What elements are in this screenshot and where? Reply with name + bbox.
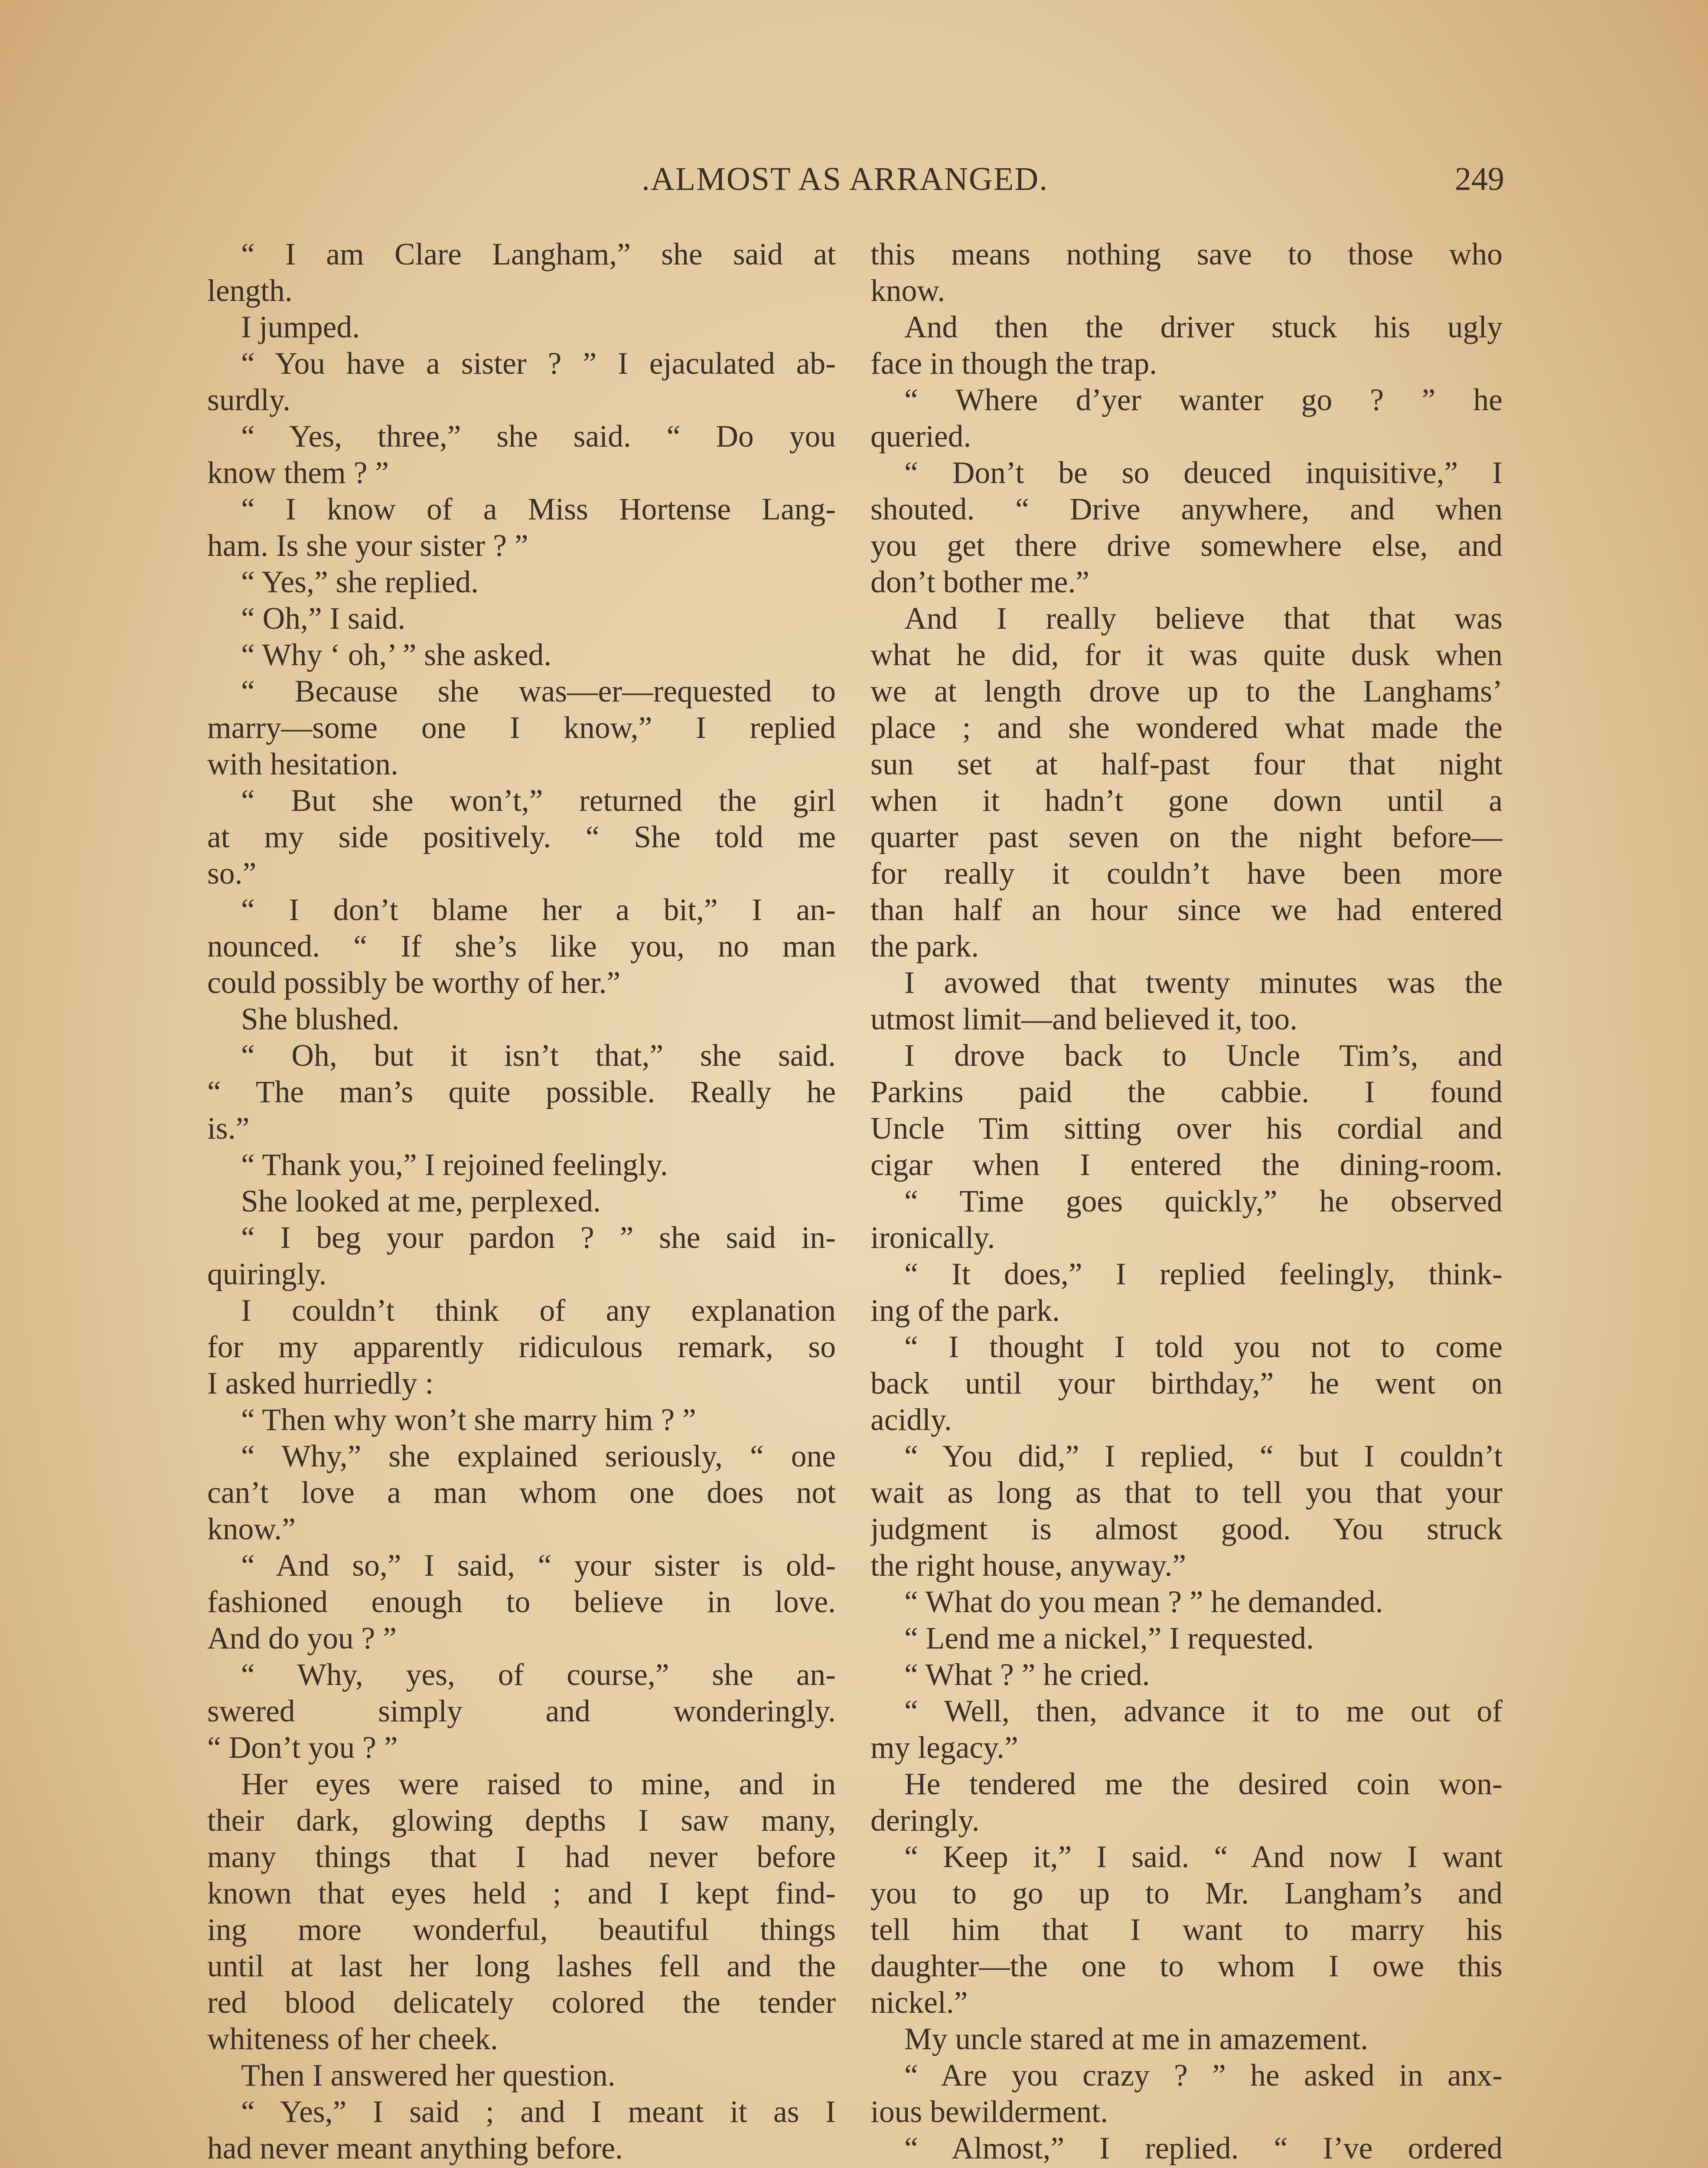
- text-line: you to go up to Mr. Langham’s and: [870, 1876, 1503, 1910]
- text-line: sun set at half-past four that night: [870, 747, 1503, 781]
- text-line: “ Then why won’t she marry him ? ”: [241, 1403, 696, 1437]
- text-line: acidly.: [870, 1403, 952, 1437]
- text-line: whiteness of her cheek.: [207, 2022, 499, 2056]
- text-line: wait as long as that to tell you that your: [870, 1476, 1503, 1510]
- text-line: He tendered me the desired coin won-: [904, 1767, 1503, 1801]
- text-line: “ Lend me a nickel,” I requested.: [904, 1621, 1314, 1655]
- text-line: when it hadn’t gone down until a: [870, 784, 1503, 818]
- text-line: shouted. “ Drive anywhere, and when: [870, 492, 1503, 526]
- page-number: 249: [1455, 161, 1504, 197]
- text-line: swered simply and wonderingly.: [207, 1694, 836, 1728]
- text-line: I avowed that twenty minutes was the: [904, 966, 1503, 1000]
- text-line: ironically.: [870, 1221, 995, 1255]
- text-line: surdly.: [207, 383, 290, 417]
- text-line: with hesitation.: [207, 747, 398, 781]
- text-line: She blushed.: [241, 1002, 400, 1036]
- text-line: “ I thought I told you not to come: [904, 1330, 1503, 1364]
- text-line: many things that I had never before: [207, 1840, 836, 1874]
- text-line: than half an hour since we had entered: [870, 893, 1503, 927]
- text-line: “ Why,” she explained seriously, “ one: [241, 1439, 836, 1473]
- text-line: “ You have a sister ? ” I ejaculated ab-: [241, 346, 836, 381]
- text-line: ious bewilderment.: [870, 2095, 1108, 2129]
- text-line: know them ? ”: [207, 456, 389, 490]
- text-line: so.”: [207, 856, 257, 891]
- text-line: “ Yes, three,” she said. “ Do you: [241, 419, 836, 454]
- text-line: ing more wonderful, beautiful things: [207, 1913, 836, 1947]
- text-line: “ Are you crazy ? ” he asked in anx-: [904, 2058, 1503, 2093]
- text-line: tell him that I want to marry his: [870, 1913, 1503, 1947]
- text-line: “ Because she was—er—requested to: [241, 674, 836, 709]
- text-line: Her eyes were raised to mine, and in: [241, 1767, 836, 1801]
- text-line: “ But she won’t,” returned the girl: [241, 784, 836, 818]
- text-line: had never meant anything before.: [207, 2131, 623, 2165]
- text-line: “ Don’t be so deuced inquisitive,” I: [904, 456, 1503, 490]
- right-column: [870, 236, 1503, 2168]
- text-line: length.: [207, 274, 293, 308]
- text-line: “ Why ‘ oh,’ ” she asked.: [241, 638, 552, 672]
- text-line: “ Don’t you ? ”: [207, 1730, 398, 1765]
- text-line: know.: [870, 274, 945, 308]
- text-line: “ Oh, but it isn’t that,” she said.: [241, 1038, 836, 1073]
- text-line: Then I answered her question.: [241, 2058, 616, 2093]
- text-line: “ I don’t blame her a bit,” I an-: [241, 893, 836, 927]
- text-line: nickel.”: [870, 1985, 968, 2020]
- text-line: the park.: [870, 929, 979, 963]
- text-line: I drove back to Uncle Tim’s, and: [904, 1038, 1503, 1073]
- text-line: “ What do you mean ? ” he demanded.: [904, 1585, 1383, 1619]
- text-line: “ What ? ” he cried.: [904, 1658, 1150, 1692]
- text-line: “ Thank you,” I rejoined feelingly.: [241, 1148, 668, 1182]
- text-line: place ; and she wondered what made the: [870, 711, 1503, 745]
- text-line: cigar when I entered the dining-room.: [870, 1148, 1503, 1182]
- text-line: is.”: [207, 1111, 250, 1146]
- text-line: “ Where d’yer wanter go ? ” he: [904, 383, 1503, 417]
- text-line: at my side positively. “ She told me: [207, 820, 836, 854]
- text-line: My uncle stared at me in amazement.: [904, 2022, 1369, 2056]
- text-line: “ You did,” I replied, “ but I couldn’t: [904, 1439, 1503, 1473]
- text-line: utmost limit—and believed it, too.: [870, 1002, 1298, 1036]
- text-line: their dark, glowing depths I saw many,: [207, 1803, 836, 1838]
- text-line: quiringly.: [207, 1257, 327, 1291]
- text-line: the right house, anyway.”: [870, 1548, 1186, 1583]
- text-line: deringly.: [870, 1803, 980, 1838]
- text-line: my legacy.”: [870, 1730, 1018, 1765]
- text-line: I jumped.: [241, 310, 360, 344]
- text-line: “ It does,” I replied feelingly, think-: [904, 1257, 1503, 1291]
- text-line: quarter past seven on the night before—: [870, 820, 1503, 854]
- text-line: ing of the park.: [870, 1293, 1060, 1328]
- text-line: could possibly be worthy of her.”: [207, 966, 621, 1000]
- text-line: marry—some one I know,” I replied: [207, 711, 836, 745]
- text-line: I couldn’t think of any explanation: [241, 1293, 836, 1328]
- text-line: “ Time goes quickly,” he observed: [904, 1184, 1503, 1218]
- text-line: know.”: [207, 1512, 296, 1546]
- text-line: queried.: [870, 419, 971, 454]
- text-line: “ I beg your pardon ? ” she said in-: [241, 1221, 836, 1255]
- text-line: nounced. “ If she’s like you, no man: [207, 929, 836, 963]
- text-line: until at last her long lashes fell and the: [207, 1949, 836, 1983]
- text-line: what he did, for it was quite dusk when: [870, 638, 1503, 672]
- text-line: “ Almost,” I replied. “ I’ve ordered: [904, 2131, 1503, 2165]
- left-column: [207, 236, 836, 2168]
- text-line: Parkins paid the cabbie. I found: [870, 1075, 1503, 1109]
- text-line: “ Well, then, advance it to me out of: [904, 1694, 1503, 1728]
- text-line: back until your birthday,” he went on: [870, 1366, 1503, 1401]
- text-line: known that eyes held ; and I kept find-: [207, 1876, 836, 1910]
- text-line: “ Yes,” she replied.: [241, 565, 479, 599]
- text-line: daughter—the one to whom I owe this: [870, 1949, 1503, 1983]
- text-line: “ Why, yes, of course,” she an-: [241, 1658, 836, 1692]
- text-line: can’t love a man whom one does not: [207, 1476, 836, 1510]
- text-line: we at length drove up to the Langhams’: [870, 674, 1503, 709]
- text-line: “ The man’s quite possible. Really he: [207, 1075, 836, 1109]
- text-line: for my apparently ridiculous remark, so: [207, 1330, 836, 1364]
- text-line: face in though the trap.: [870, 346, 1157, 381]
- text-line: fashioned enough to believe in love.: [207, 1585, 836, 1619]
- text-line: And I really believe that that was: [904, 601, 1503, 636]
- text-line: She looked at me, perplexed.: [241, 1184, 601, 1218]
- text-line: Uncle Tim sitting over his cordial and: [870, 1111, 1503, 1146]
- text-line: “ Keep it,” I said. “ And now I want: [904, 1840, 1503, 1874]
- text-line: “ Oh,” I said.: [241, 601, 406, 636]
- text-line: for really it couldn’t have been more: [870, 856, 1503, 891]
- text-line: “ And so,” I said, “ your sister is old-: [241, 1548, 836, 1583]
- running-title: .ALMOST AS ARRANGED.: [642, 161, 1049, 197]
- text-line: judgment is almost good. You struck: [870, 1512, 1503, 1546]
- text-line: this means nothing save to those who: [870, 237, 1503, 271]
- text-line: And then the driver stuck his ugly: [904, 310, 1503, 344]
- text-line: “ Yes,” I said ; and I meant it as I: [241, 2095, 836, 2129]
- text-line: you get there drive somewhere else, and: [870, 529, 1503, 563]
- text-line: I asked hurriedly :: [207, 1366, 434, 1401]
- text-line: red blood delicately colored the tender: [207, 1985, 836, 2020]
- text-line: And do you ? ”: [207, 1621, 397, 1655]
- text-line: “ I am Clare Langham,” she said at: [241, 237, 836, 271]
- text-line: “ I know of a Miss Hortense Lang-: [241, 492, 836, 526]
- text-line: don’t bother me.”: [870, 565, 1090, 599]
- page-header: [0, 160, 1708, 208]
- text-line: ham. Is she your sister ? ”: [207, 529, 528, 563]
